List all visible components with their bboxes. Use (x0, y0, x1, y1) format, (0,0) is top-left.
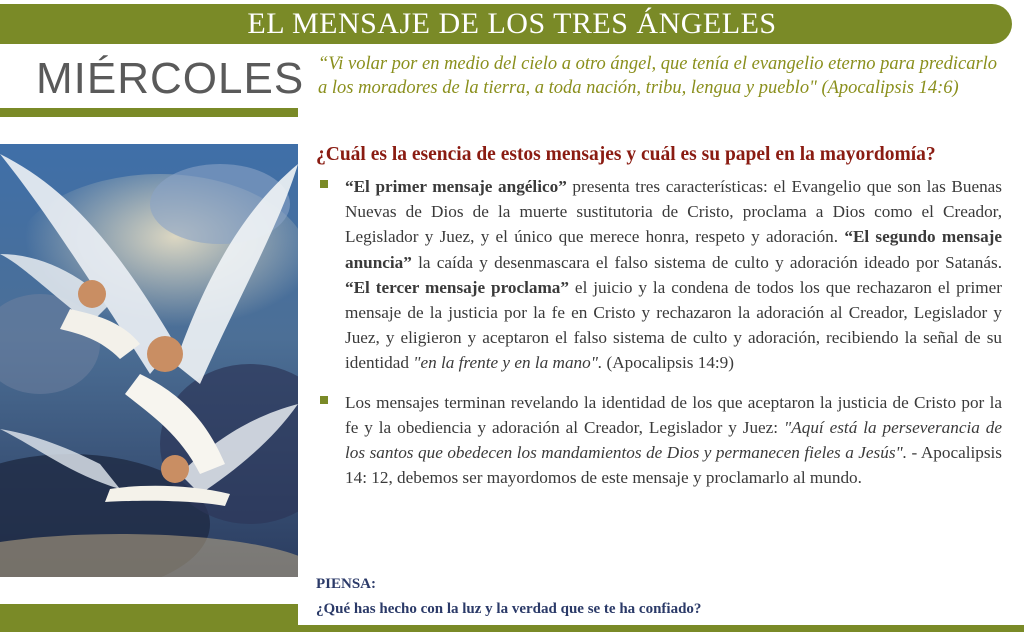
list-item (318, 174, 1002, 376)
bible-quote: “Vi volar por en medio del cielo a otro ángel, que tenía el evangelio eterno para predicarlo a los moradores de la tierra, a toda nación, tribu, lengua y pueblo" (Apocalipsis 14:6) (318, 54, 998, 98)
bottom-rule (298, 625, 1024, 632)
bullet-square-icon (320, 180, 328, 188)
bullet-square-icon (320, 396, 328, 404)
body-text: el juicio y la condena de todos los que rechazaron el primer mensaje de la justicia por la fe en Cristo y rechazaron la adoración al Creador, Legislador y Juez, y eligieron y aceptaron el falso sistema de culto y adoración, recibiendo la señal de su identidad (345, 277, 1002, 373)
day-label: MIÉRCOLES (36, 54, 305, 103)
piensa-question: ¿Qué has hecho con la luz y la verdad que se te ha confiado? (316, 601, 702, 617)
italic-quote: "en la frente y en la mano". (413, 353, 603, 373)
day-divider (0, 108, 298, 117)
body-text: Los mensajes terminan revelando la identidad de los que aceptaron la justicia de Cristo por la fe y la obediencia y adoración al Creador, Legislador y Juez: (345, 392, 1002, 437)
second-message-label: “El segundo mensaje anuncia” (345, 227, 1003, 272)
piensa-label: PIENSA: (316, 576, 377, 592)
body-text: - Apocalipsis 14: 12, debemos ser mayordomos de este mensaje y proclamarlo al mundo. (345, 443, 1002, 488)
third-message-label: “El tercer mensaje proclama” (345, 277, 569, 297)
body-text: presenta tres características: el Evangelio que son las Buenas Nuevas de Dios de la muerte sustitutoria de Cristo, proclama a Dios como el Creador, Legislador y Juez, y el único que merece honra, respeto y adoración. (345, 177, 1002, 247)
first-message-label: “El primer mensaje angélico” (345, 177, 567, 196)
painting-illustration (0, 144, 298, 577)
page-title: EL MENSAJE DE LOS TRES ÁNGELES (247, 7, 777, 40)
italic-quote: "Aquí está la perseverancia de los santos que obedecen los mandamientos de Dios y permanecen fieles a Jesús". (345, 417, 1002, 463)
three-angels-painting (0, 144, 298, 577)
bottom-left-bar (0, 604, 298, 632)
body-text: la caída y desenmascara el falso sistema de culto y adoración ideado por Satanás. (411, 252, 1002, 272)
body-text: (Apocalipsis 14:9) (602, 353, 735, 373)
section-question: ¿Cuál es la esencia de estos mensajes y cuál es su papel en la mayordomía? (316, 144, 936, 165)
list-item (318, 390, 1002, 491)
bullet-list (318, 174, 1002, 490)
